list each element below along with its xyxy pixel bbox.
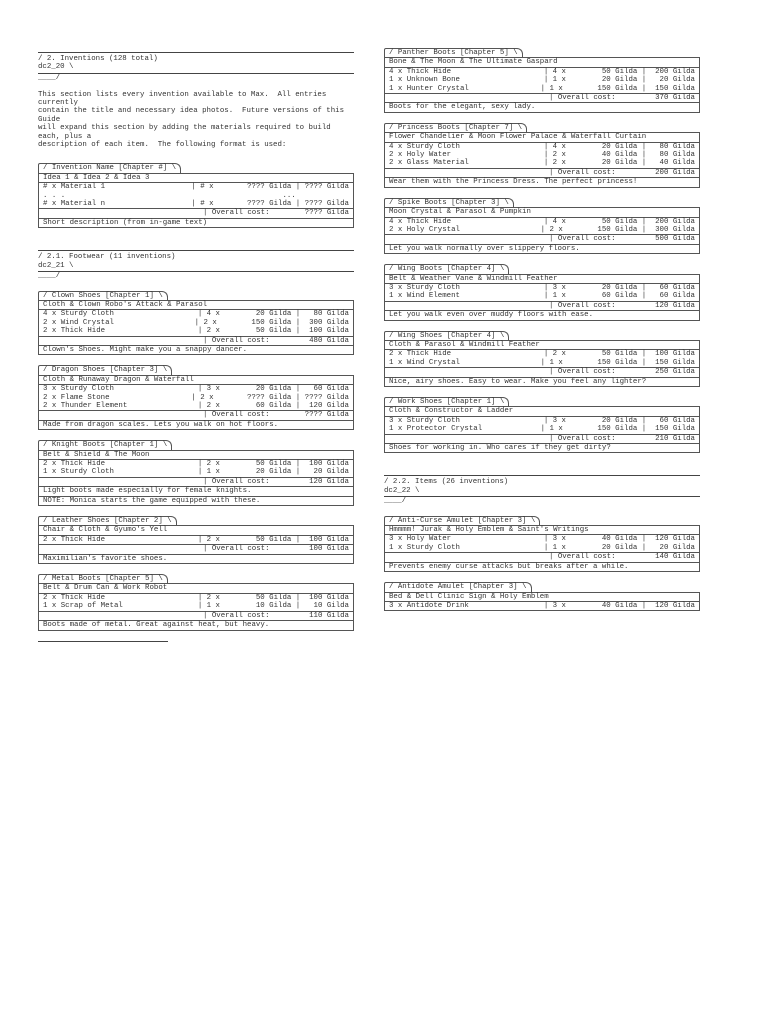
- material-row: [385, 292, 699, 300]
- material-row: [385, 68, 699, 76]
- card-tab: / Spike Boots [Chapter 3] \: [384, 198, 514, 207]
- material-row: [385, 425, 699, 433]
- card-tab: / Clown Shoes [Chapter 1] \: [38, 291, 168, 300]
- overall-cost-label: | Overall cost:: [203, 477, 270, 486]
- overall-cost-row: [385, 169, 699, 177]
- material-qty: | 2 x: [197, 535, 220, 544]
- overall-cost-value: ???? Gilda: [304, 411, 349, 420]
- overall-cost-value: 140 Gilda: [655, 553, 695, 562]
- material-cost: 40 Gilda | 120 Gilda: [601, 535, 695, 544]
- material-qty: | 2 x: [191, 393, 214, 402]
- card-description: Boots for the elegant, sexy lady.: [389, 103, 536, 112]
- material-qty: | 4 x: [543, 67, 566, 76]
- invention-card: [38, 365, 354, 430]
- invention-card: [38, 291, 354, 356]
- material-row: [385, 535, 699, 543]
- overall-cost-value: 110 Gilda: [309, 611, 349, 620]
- card-description: Maximilian's favorite shoes.: [43, 554, 168, 563]
- card-ideas: Belt & Shield & The Moon: [43, 450, 150, 459]
- material-name: 1 x Scrap of Metal: [43, 602, 123, 611]
- material-name: 1 x Unknown Bone: [389, 76, 460, 85]
- material-name: 2 x Thick Hide: [43, 593, 106, 602]
- card-tab: / Princess Boots [Chapter 7] \: [384, 123, 527, 132]
- material-qty: | 4 x: [543, 142, 566, 151]
- material-row: [385, 85, 699, 93]
- material-row: [385, 359, 699, 367]
- material-name: 1 x Hunter Crystal: [389, 84, 469, 93]
- items-list: [384, 516, 700, 612]
- overall-cost-value: 100 Gilda: [309, 545, 349, 554]
- overall-cost-label: | Overall cost:: [549, 94, 616, 103]
- material-cost: 20 Gilda | 20 Gilda: [601, 76, 695, 85]
- overall-cost-value: 370 Gilda: [655, 94, 695, 103]
- footwear-list-continued: [384, 48, 700, 453]
- material-name: 2 x Holy Water: [389, 151, 452, 160]
- material-name: 1 x Sturdy Cloth: [389, 543, 460, 552]
- overall-cost-value: 120 Gilda: [655, 301, 695, 310]
- overall-cost-value: 480 Gilda: [309, 336, 349, 345]
- material-cost: 20 Gilda | 20 Gilda: [601, 543, 695, 552]
- material-name: 1 x Protector Crystal: [389, 425, 483, 434]
- material-qty: | 2 x: [197, 460, 220, 469]
- overall-cost-value: 250 Gilda: [655, 368, 695, 377]
- card-ideas: Chair & Cloth & Gyumo's Yell: [43, 526, 168, 535]
- material-name: 3 x Sturdy Cloth: [389, 283, 460, 292]
- material-qty: | 3 x: [543, 535, 566, 544]
- material-cost: 20 Gilda | 40 Gilda: [601, 159, 695, 168]
- material-qty: | 4 x: [543, 217, 566, 226]
- card-ideas: Idea 1 & Idea 2 & Idea 3: [43, 173, 150, 182]
- card-ideas: Belt & Weather Vane & Windmill Feather: [389, 274, 558, 283]
- invention-card: [38, 516, 354, 564]
- material-qty: | 2 x: [543, 159, 566, 168]
- material-row: [39, 460, 353, 468]
- overall-cost-row: [39, 411, 353, 419]
- material-row: [385, 350, 699, 358]
- material-name: 1 x Sturdy Cloth: [43, 468, 114, 477]
- material-qty: | 1 x: [540, 425, 563, 434]
- card-tab: / Work Shoes [Chapter 1] \: [384, 397, 509, 406]
- divider: [38, 250, 354, 251]
- card-tab: / Metal Boots [Chapter 5] \: [38, 574, 168, 583]
- material-row: [385, 143, 699, 151]
- material-name: 3 x Antidote Drink: [389, 601, 469, 610]
- card-description: Let you walk even over muddy floors with ease.: [389, 311, 594, 320]
- card-tab: / Wing Shoes [Chapter 4] \: [384, 331, 509, 340]
- overall-cost-row: [385, 94, 699, 102]
- material-qty: | 1 x: [543, 76, 566, 85]
- material-cost: 150 Gilda | 300 Gilda: [251, 318, 349, 327]
- material-qty: | 3 x: [543, 601, 566, 610]
- material-cost: 50 Gilda | 100 Gilda: [255, 535, 349, 544]
- material-name: 2 x Thick Hide: [389, 350, 452, 359]
- overall-cost-label: | Overall cost:: [203, 411, 270, 420]
- divider: [38, 52, 354, 53]
- material-cost: 60 Gilda | 120 Gilda: [255, 401, 349, 410]
- overall-cost-label: | Overall cost:: [549, 235, 616, 244]
- section-tail: ____/: [38, 73, 61, 82]
- left-column: [38, 44, 354, 642]
- material-row: [39, 536, 353, 544]
- overall-cost-row: | Overall cost: ???? Gilda: [203, 209, 349, 218]
- material-cost: 150 Gilda | 300 Gilda: [597, 225, 695, 234]
- material-cost: 150 Gilda | 150 Gilda: [597, 358, 695, 367]
- material-row: [385, 159, 699, 167]
- section-code: dc2_20 \: [38, 63, 74, 72]
- material-row: [385, 417, 699, 425]
- overall-cost-row: [385, 553, 699, 561]
- material-cost: ???? Gilda | ???? Gilda: [246, 393, 349, 402]
- card-ideas: Hmmmm! Jurak & Holy Emblem & Saint's Writings: [389, 526, 589, 535]
- invention-card: [384, 48, 700, 113]
- material-qty: | 1 x: [197, 602, 220, 611]
- material-cost: 50 Gilda | 100 Gilda: [255, 327, 349, 336]
- material-row: [385, 544, 699, 552]
- material-row: [39, 310, 353, 318]
- invention-card: [384, 397, 700, 453]
- material-qty: | 4 x: [197, 310, 220, 319]
- card-tab: / Dragon Shoes [Chapter 3] \: [38, 365, 172, 374]
- card-description: Wear them with the Princess Dress. The perfect princess!: [389, 178, 638, 187]
- material-qty: | 2 x: [197, 327, 220, 336]
- material-row: [385, 226, 699, 234]
- right-column: [384, 44, 700, 621]
- card-tab: / Antidote Amulet [Chapter 3] \: [384, 582, 532, 591]
- material-qty: | 3 x: [197, 385, 220, 394]
- material-row: [39, 402, 353, 410]
- footwear-title: / 2.1. Footwear (11 inventions): [38, 253, 176, 262]
- material-qty: | 2 x: [543, 151, 566, 160]
- material-qty: | 1 x: [540, 358, 563, 367]
- material-qty: | 3 x: [543, 416, 566, 425]
- card-ideas: Cloth & Clown Robo's Attack & Parasol: [43, 300, 208, 309]
- overall-cost-row: [39, 545, 353, 553]
- overall-cost-label: | Overall cost:: [549, 553, 616, 562]
- material-cost: 150 Gilda | 150 Gilda: [597, 84, 695, 93]
- overall-cost-value: 120 Gilda: [309, 477, 349, 486]
- overall-cost-label: | Overall cost:: [203, 545, 270, 554]
- invention-card: [384, 123, 700, 188]
- material-row: [385, 284, 699, 292]
- card-tab: / Knight Boots [Chapter 1] \: [38, 440, 172, 449]
- overall-cost-label: | Overall cost:: [549, 368, 616, 377]
- material-cost: 50 Gilda | 200 Gilda: [601, 67, 695, 76]
- card-description: Boots made of metal. Great against heat, but heavy.: [43, 621, 270, 630]
- material-row: [39, 468, 353, 476]
- card-tab: / Invention Name [Chapter #] \: [38, 163, 181, 172]
- material-cost: 20 Gilda | 60 Gilda: [601, 283, 695, 292]
- card-ideas: Cloth & Constructor & Ladder: [389, 407, 514, 416]
- overall-cost-label: | Overall cost:: [203, 336, 270, 345]
- card-ideas: Cloth & Runaway Dragon & Waterfall: [43, 375, 194, 384]
- material-row: [385, 218, 699, 226]
- material-cost: 10 Gilda | 10 Gilda: [255, 602, 349, 611]
- material-name: 2 x Glass Material: [389, 159, 469, 168]
- card-description: Nice, airy shoes. Easy to wear. Make you feel any lighter?: [389, 377, 647, 386]
- overall-cost-row: [39, 612, 353, 620]
- items-tail: ____/: [384, 497, 407, 506]
- divider: [384, 475, 700, 476]
- material-row: [385, 151, 699, 159]
- overall-cost-row: [385, 368, 699, 376]
- material-cost: 20 Gilda | 60 Gilda: [255, 385, 349, 394]
- overall-cost-row: [385, 302, 699, 310]
- material-qty: | 1 x: [197, 468, 220, 477]
- card-ideas: Belt & Drum Can & Work Robot: [43, 584, 168, 593]
- material-qty: | 2 x: [543, 350, 566, 359]
- format-template-card: [38, 163, 354, 228]
- overall-cost-row: [39, 337, 353, 345]
- card-description: Short description (from in-game text): [43, 218, 208, 227]
- material-row: [39, 594, 353, 602]
- material-row: [39, 385, 353, 393]
- material-name: 2 x Wind Crystal: [43, 318, 114, 327]
- material-name: 2 x Thunder Element: [43, 401, 128, 410]
- invention-card: [38, 440, 354, 506]
- material-row: . . . ...: [43, 191, 349, 200]
- material-qty: | 3 x: [543, 283, 566, 292]
- footwear-code: dc2_21 \: [38, 261, 74, 270]
- overall-cost-label: | Overall cost:: [549, 434, 616, 443]
- material-qty: | 2 x: [540, 225, 563, 234]
- card-tab: / Leather Shoes [Chapter 2] \: [38, 516, 177, 525]
- material-row: # x Material 1 | # x ???? Gilda | ???? Gilda: [43, 183, 349, 192]
- card-tab: / Panther Boots [Chapter 5] \: [384, 48, 523, 57]
- material-cost: 50 Gilda | 100 Gilda: [601, 350, 695, 359]
- items-title: / 2.2. Items (26 inventions): [384, 478, 509, 487]
- invention-card: [38, 574, 354, 630]
- material-name: 4 x Sturdy Cloth: [389, 142, 460, 151]
- card-ideas: Flower Chandelier & Moon Flower Palace & Waterfall Curtain: [389, 133, 647, 142]
- material-qty: | 1 x: [543, 543, 566, 552]
- material-cost: 50 Gilda | 100 Gilda: [255, 593, 349, 602]
- material-name: 4 x Thick Hide: [389, 67, 452, 76]
- material-name: 3 x Holy Water: [389, 535, 452, 544]
- card-ideas: Moon Crystal & Parasol & Pumpkin: [389, 208, 531, 217]
- overall-cost-row: [39, 478, 353, 486]
- material-name: 3 x Sturdy Cloth: [389, 416, 460, 425]
- material-cost: 20 Gilda | 20 Gilda: [255, 468, 349, 477]
- invention-card: [384, 198, 700, 254]
- card-description: Light boots made especially for female knights.: [43, 487, 252, 496]
- card-tab: / Anti-Curse Amulet [Chapter 3] \: [384, 516, 540, 525]
- overall-cost-label: | Overall cost:: [549, 301, 616, 310]
- material-cost: 50 Gilda | 100 Gilda: [255, 460, 349, 469]
- material-cost: 40 Gilda | 80 Gilda: [601, 151, 695, 160]
- material-name: 1 x Wind Crystal: [389, 358, 460, 367]
- invention-card: [384, 516, 700, 572]
- overall-cost-label: | Overall cost:: [549, 168, 616, 177]
- material-qty: | 2 x: [197, 401, 220, 410]
- section-title: / 2. Inventions (128 total): [38, 55, 158, 63]
- material-qty: | 1 x: [540, 84, 563, 93]
- material-name: 2 x Thick Hide: [43, 535, 106, 544]
- material-name: 3 x Sturdy Cloth: [43, 385, 114, 394]
- material-qty: | 1 x: [543, 292, 566, 301]
- material-name: 4 x Sturdy Cloth: [43, 310, 114, 319]
- material-name: 2 x Holy Crystal: [389, 225, 460, 234]
- items-code: dc2_22 \: [384, 486, 420, 495]
- overall-cost-value: 210 Gilda: [655, 434, 695, 443]
- material-row: [39, 394, 353, 402]
- material-row: [39, 327, 353, 335]
- material-qty: | 2 x: [194, 318, 217, 327]
- card-description: Made from dragon scales. Lets you walk on hot floors.: [43, 420, 279, 429]
- invention-card: [384, 582, 700, 611]
- overall-cost-row: [385, 235, 699, 243]
- invention-card: [384, 264, 700, 320]
- card-ideas: Cloth & Parasol & Windmill Feather: [389, 340, 540, 349]
- material-row: [385, 602, 699, 610]
- material-cost: 20 Gilda | 80 Gilda: [601, 142, 695, 151]
- material-name: 2 x Flame Stone: [43, 393, 110, 402]
- overall-cost-label: | Overall cost:: [203, 611, 270, 620]
- material-cost: 150 Gilda | 150 Gilda: [597, 425, 695, 434]
- card-description: Prevents enemy curse attacks but breaks after a while.: [389, 562, 629, 571]
- intro-paragraph: This section lists every invention available to Max. All entries currently contain the title and necessary idea photos. Future versions of this Guide will expand this section by adding the materials required to build each, plus a description of each item. The following format is used:: [38, 90, 345, 150]
- material-name: 1 x Wind Element: [389, 292, 460, 301]
- card-ideas: Bone & The Moon & The Ultimate Gaspard: [389, 58, 558, 67]
- card-description: Clown's Shoes. Might make you a snappy dancer.: [43, 345, 248, 354]
- material-qty: | 2 x: [197, 593, 220, 602]
- footwear-tail: ____/: [38, 272, 61, 281]
- card-description: Shoes for working in. Who cares if they get dirty?: [389, 444, 611, 453]
- card-description: Let you walk normally over slippery floors.: [389, 244, 580, 253]
- material-cost: 40 Gilda | 120 Gilda: [601, 601, 695, 610]
- invention-card: [384, 331, 700, 387]
- material-cost: 20 Gilda | 80 Gilda: [255, 310, 349, 319]
- material-row: [39, 602, 353, 610]
- material-cost: 20 Gilda | 60 Gilda: [601, 416, 695, 425]
- material-cost: 60 Gilda | 60 Gilda: [601, 292, 695, 301]
- overall-cost-row: [385, 435, 699, 443]
- card-note: NOTE: Monica starts the game equipped with these.: [43, 496, 261, 505]
- footwear-list: [38, 291, 354, 631]
- divider: [38, 641, 168, 642]
- overall-cost-value: 500 Gilda: [655, 235, 695, 244]
- material-name: 2 x Thick Hide: [43, 460, 106, 469]
- material-name: 2 x Thick Hide: [43, 327, 106, 336]
- material-row: [39, 319, 353, 327]
- card-ideas: Bed & Dell Clinic Sign & Holy Emblem: [389, 592, 549, 601]
- card-tab: / Wing Boots [Chapter 4] \: [384, 264, 509, 273]
- material-cost: 50 Gilda | 200 Gilda: [601, 217, 695, 226]
- overall-cost-value: 200 Gilda: [655, 168, 695, 177]
- material-row: [385, 76, 699, 84]
- material-name: 4 x Thick Hide: [389, 217, 452, 226]
- material-row: # x Material n | # x ???? Gilda | ???? Gilda: [43, 200, 349, 209]
